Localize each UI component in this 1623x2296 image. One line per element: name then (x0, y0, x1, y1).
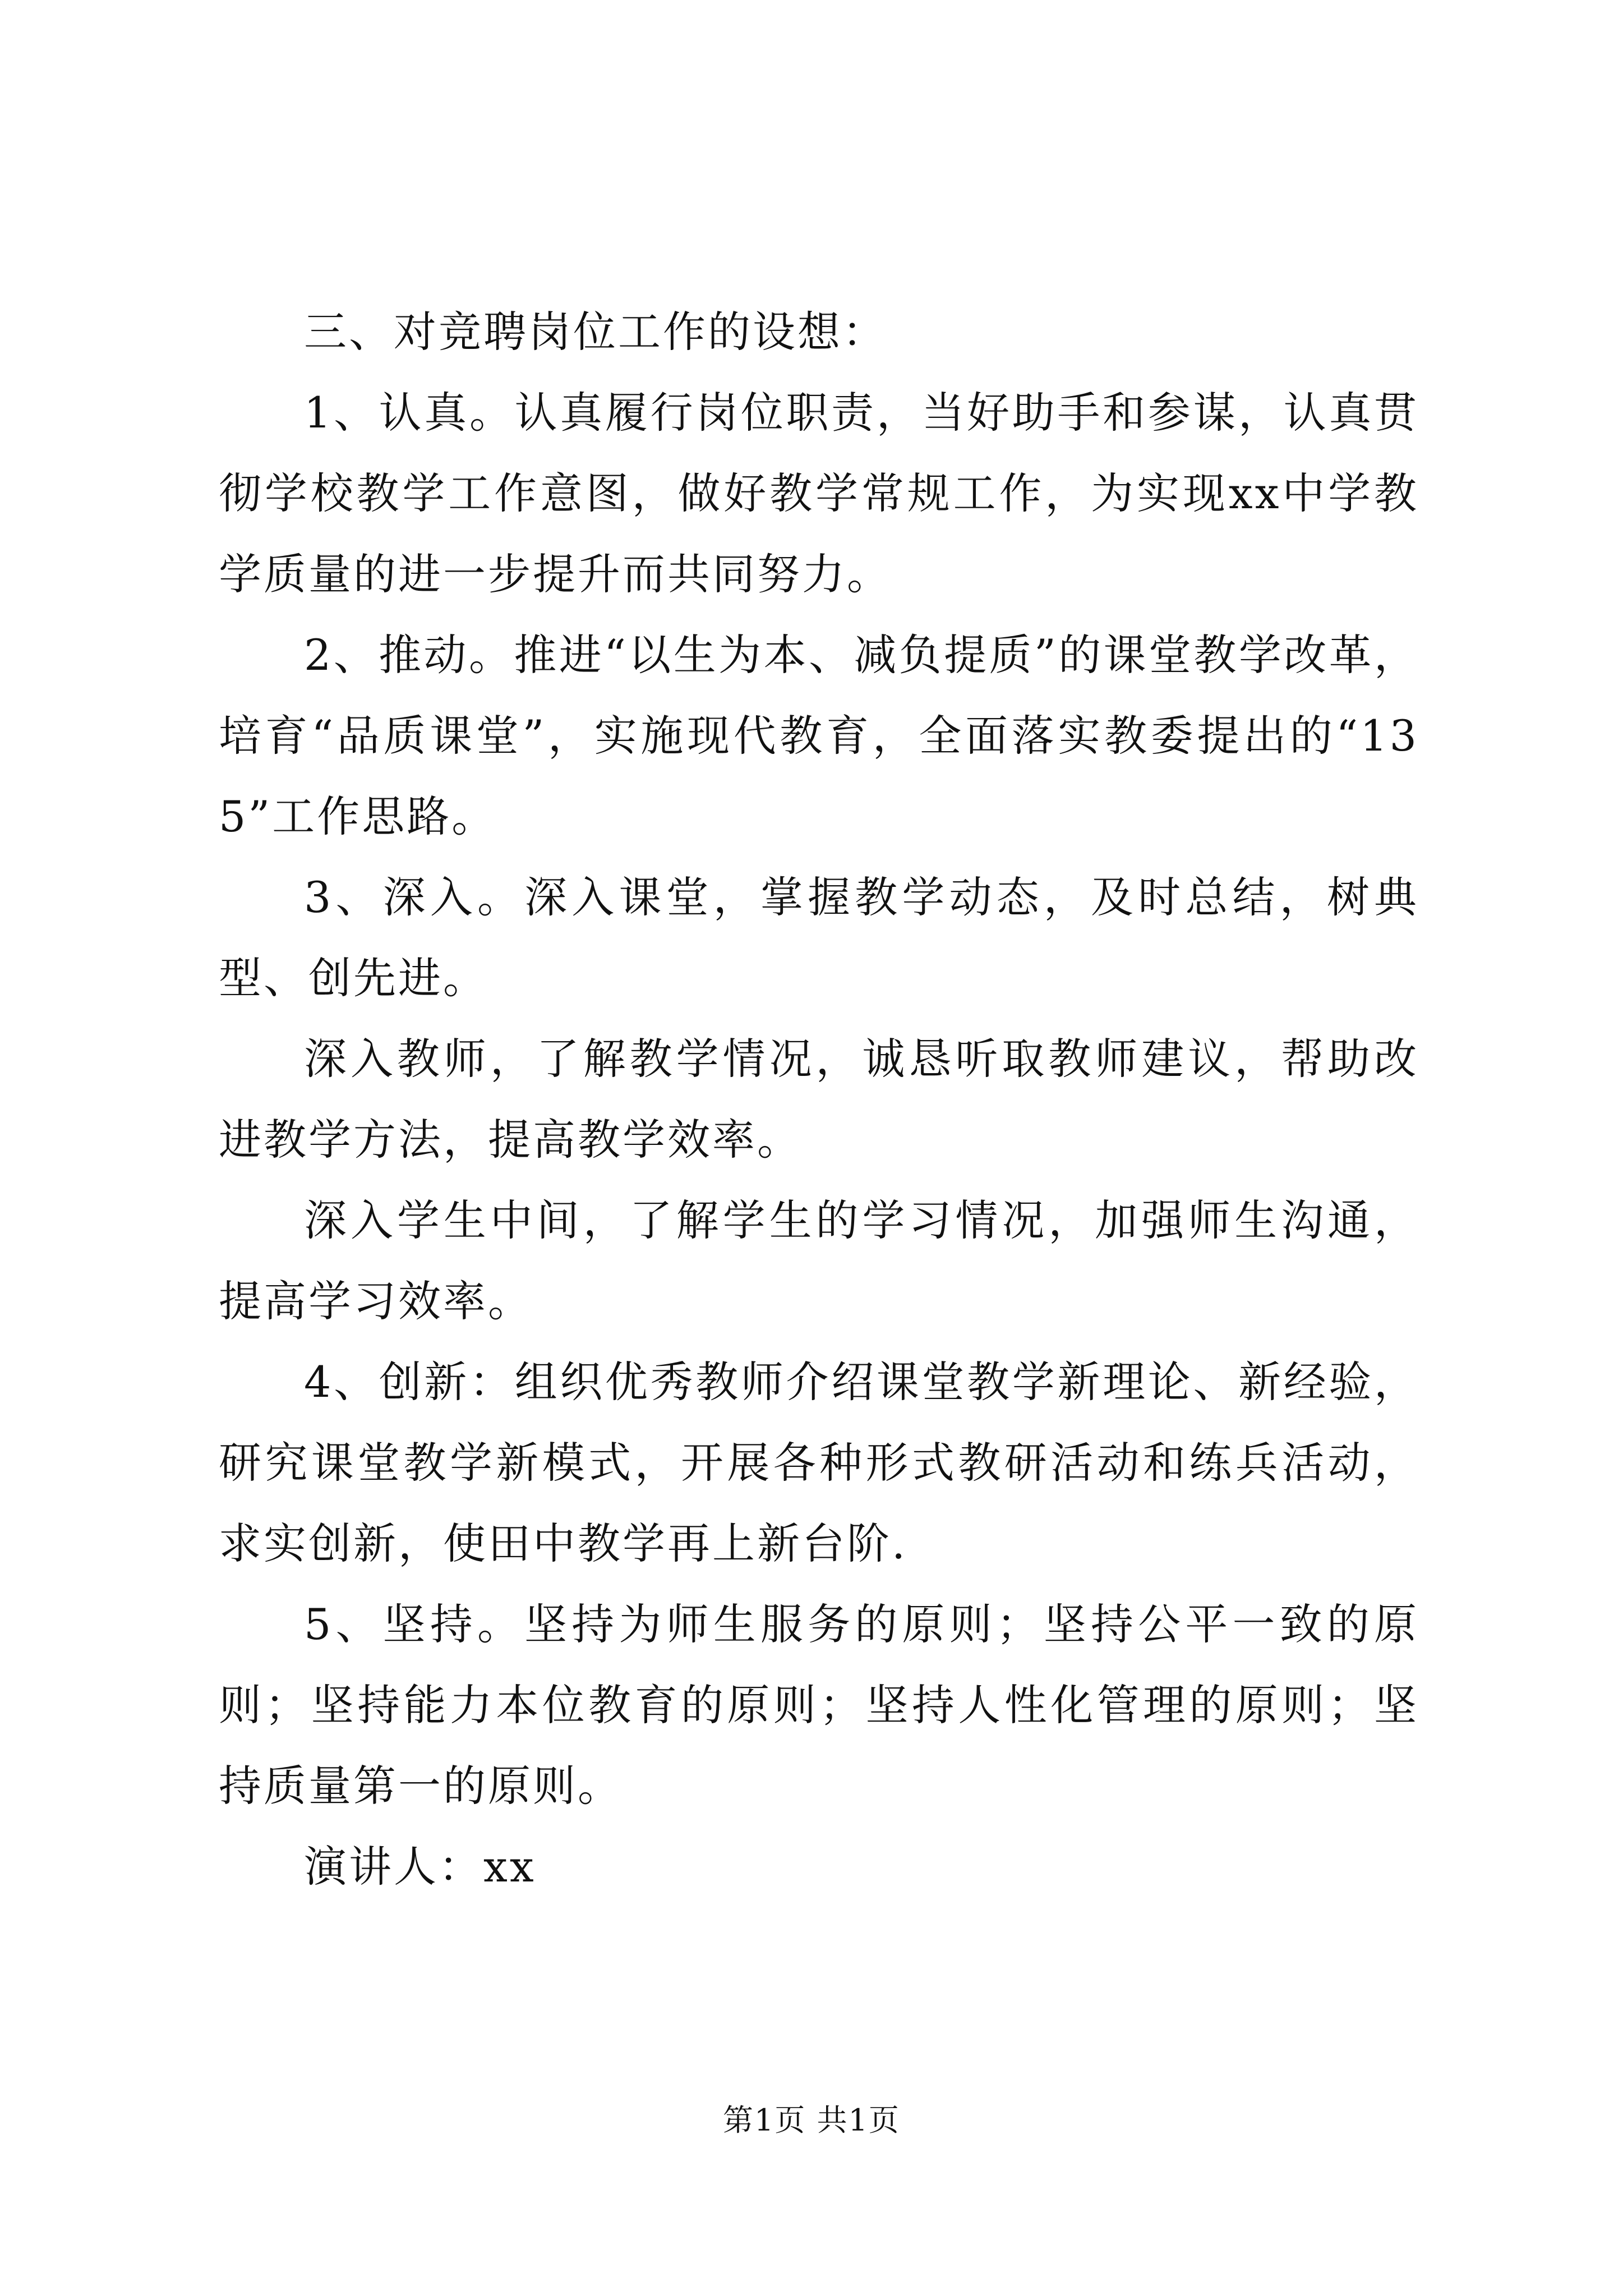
document-body (219, 292, 1419, 1907)
paragraph-6: 4、创新：组织优秀教师介绍课堂教学新理论、新经验，研究课堂教学新模式，开展各种形式教研活动和练兵活动，求实创新，使田中教学再上新台阶. (219, 1357, 1419, 1568)
speaker-line: 演讲人：xx (304, 1842, 536, 1892)
page-footer: 第1页 共1页 (723, 2102, 900, 2138)
paragraph-1: 1、认真。认真履行岗位职责，当好助手和参谋，认真贯彻学校教学工作意图，做好教学常规工作，为实现xx中学教学质量的进一步提升而共同努力。 (219, 388, 1419, 599)
paragraph-5: 深入学生中间，了解学生的学习情况，加强师生沟通，提高学习效率。 (219, 1195, 1419, 1326)
paragraph-2: 2、推动。推进“以生为本、减负提质”的课堂教学改革，培育“品质课堂”，实施现代教育，全面落实教委提出的“135”工作思路。 (219, 630, 1419, 841)
paragraph-4: 深入教师，了解教学情况，诚恳听取教师建议，帮助改进教学方法，提高教学效率。 (219, 1034, 1419, 1165)
paragraph-3: 3、深入。深入课堂，掌握教学动态，及时总结，树典型、创先进。 (219, 872, 1419, 1003)
section-heading: 三、对竞聘岗位工作的设想： (304, 307, 887, 357)
paragraph-7: 5、坚持。坚持为师生服务的原则；坚持公平一致的原则；坚持能力本位教育的原则；坚持人性化管理的原则；坚持质量第一的原则。 (219, 1599, 1419, 1811)
